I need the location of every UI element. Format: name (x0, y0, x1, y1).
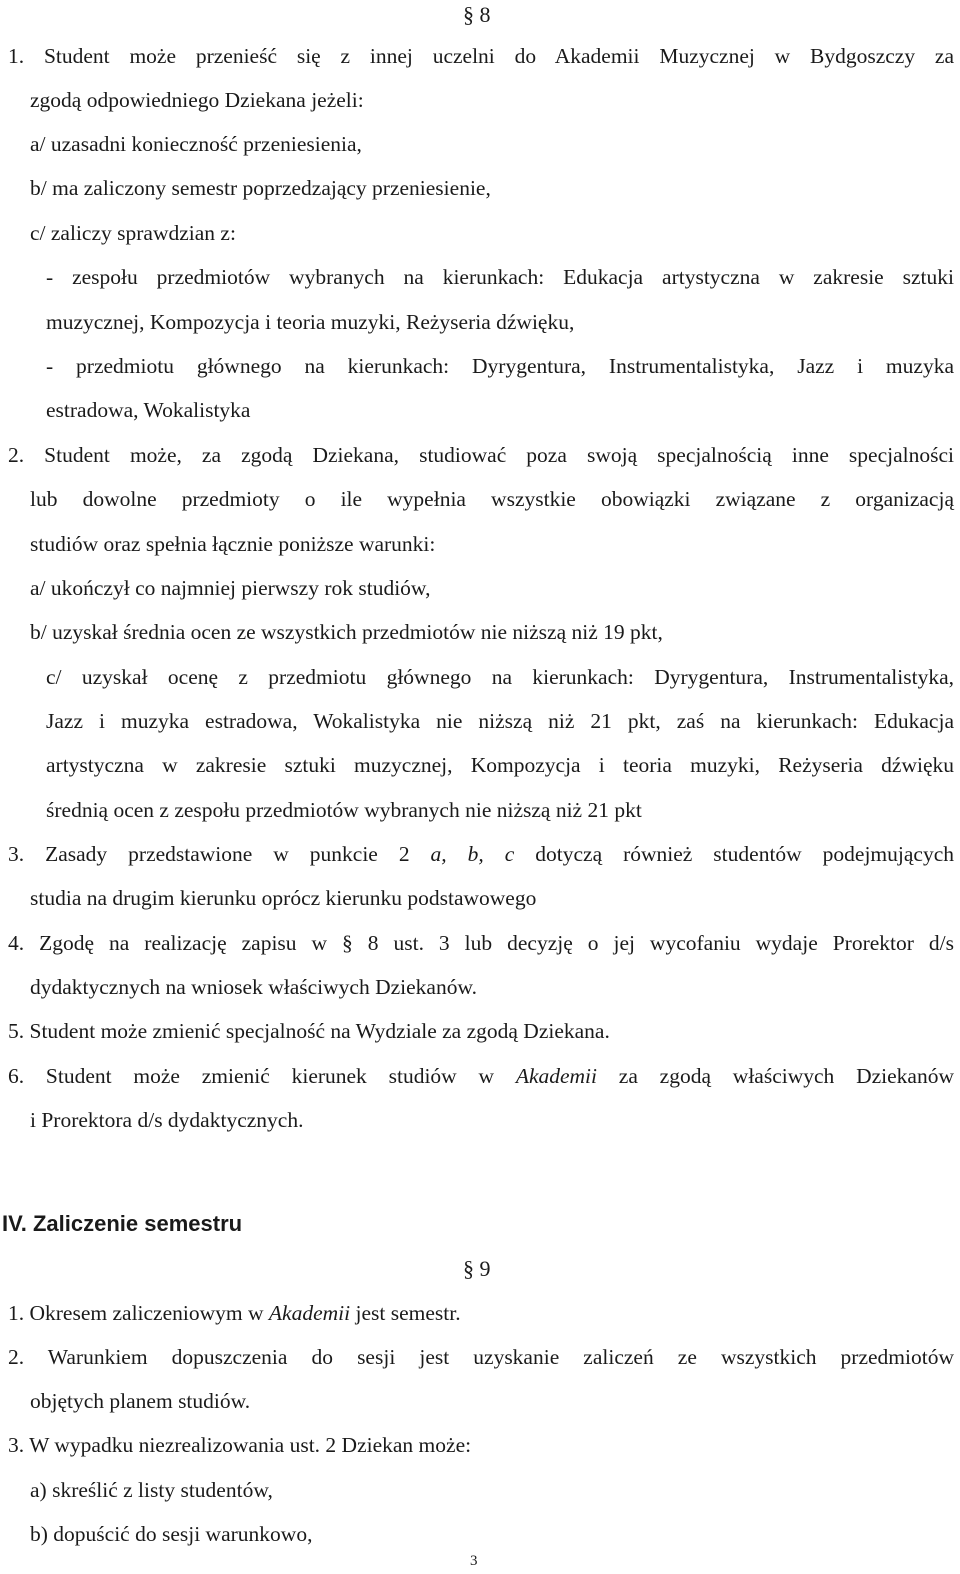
s8-p6-line-2: i Prorektora d/s dydaktycznych. (30, 1108, 304, 1132)
s8-line-4: b/ ma zaliczony semestr poprzedzający przeniesienie, (30, 176, 491, 200)
s8-p2-line-8: artystyczna w zakresie sztuki muzycznej, Kompozycja i teoria muzyki, Reżyseria dźwięku (46, 753, 954, 777)
s8-p2-line-1: 2. Student może, za zgodą Dziekana, studiować poza swoją specjalnością inne specjalności (8, 443, 954, 467)
s8-line-8: - przedmiotu głównego na kierunkach: Dyrygentura, Instrumentalistyka, Jazz i muzyka (46, 354, 954, 378)
section-9-title: § 9 (463, 1256, 491, 1281)
s8-p3-line-2: studia na drugim kierunku oprócz kierunku podstawowego (30, 886, 537, 910)
s8-line-9: estradowa, Wokalistyka (46, 398, 251, 422)
s8-line-7: muzycznej, Kompozycja i teoria muzyki, Reżyseria dźwięku, (46, 310, 575, 334)
s8-line-5: c/ zaliczy sprawdzian z: (30, 221, 236, 245)
s8-p5: 5. Student może zmienić specjalność na Wydziale za zgodą Dziekana. (8, 1019, 610, 1043)
s9-p3: 3. W wypadku niezrealizowania ust. 2 Dziekan może: (8, 1433, 472, 1457)
s8-p4-line-2: dydaktycznych na wniosek właściwych Dziekanów. (30, 975, 477, 999)
s9-p3-item-a: a) skreślić z listy studentów, (30, 1478, 273, 1502)
s8-line-3: a/ uzasadni konieczność przeniesienia, (30, 132, 362, 156)
s9-p2-line-1: 2. Warunkiem dopuszczenia do sesji jest uzyskanie zaliczeń ze wszystkich przedmiotów (8, 1345, 954, 1369)
s8-line-2: zgodą odpowiedniego Dziekana jeżeli: (30, 88, 364, 112)
s8-p2-line-5: b/ uzyskał średnia ocen ze wszystkich przedmiotów nie niższą niż 19 pkt, (30, 620, 663, 644)
s8-line-1: 1. Student może przenieść się z innej uczelni do Akademii Muzycznej w Bydgoszczy za (8, 44, 954, 68)
s8-p2-line-6: c/ uzyskał ocenę z przedmiotu głównego na kierunkach: Dyrygentura, Instrumentalistyka, (46, 665, 954, 689)
s9-p3-item-b: b) dopuścić do sesji warunkowo, (30, 1522, 313, 1546)
s8-p4-line-1: 4. Zgodę na realizację zapisu w § 8 ust. 3 lub decyzję o jej wycofaniu wydaje Prorektor d/s (8, 931, 954, 955)
s8-line-6: - zespołu przedmiotów wybranych na kierunkach: Edukacja artystyczna w zakresie sztuki (46, 265, 954, 289)
s9-p1: 1. Okresem zaliczeniowym w Akademii jest semestr. (8, 1301, 461, 1325)
page-number: 3 (470, 1553, 478, 1569)
s8-p3-line-1: 3. Zasady przedstawione w punkcie 2 a, b, c dotyczą również studentów podejmujących (8, 842, 955, 866)
s8-p2-line-4: a/ ukończył co najmniej pierwszy rok studiów, (30, 576, 431, 600)
s9-p2-line-2: objętych planem studiów. (30, 1389, 251, 1413)
s8-p2-line-7: Jazz i muzyka estradowa, Wokalistyka nie niższą niż 21 pkt, zaś na kierunkach: Edukacja (46, 709, 954, 733)
section-8-title: § 8 (463, 2, 491, 27)
chapter-heading: IV. Zaliczenie semestru (2, 1211, 243, 1236)
s8-p2-line-3: studiów oraz spełnia łącznie poniższe warunki: (30, 532, 436, 556)
s8-p2-line-2: lub dowolne przedmioty o ile wypełnia wszystkie obowiązki związane z organizacją (30, 487, 954, 511)
s8-p6-line-1: 6. Student może zmienić kierunek studiów w Akademii za zgodą właściwych Dziekanów (8, 1064, 955, 1088)
s8-p2-line-9: średnią ocen z zespołu przedmiotów wybranych nie niższą niż 21 pkt (46, 798, 642, 822)
